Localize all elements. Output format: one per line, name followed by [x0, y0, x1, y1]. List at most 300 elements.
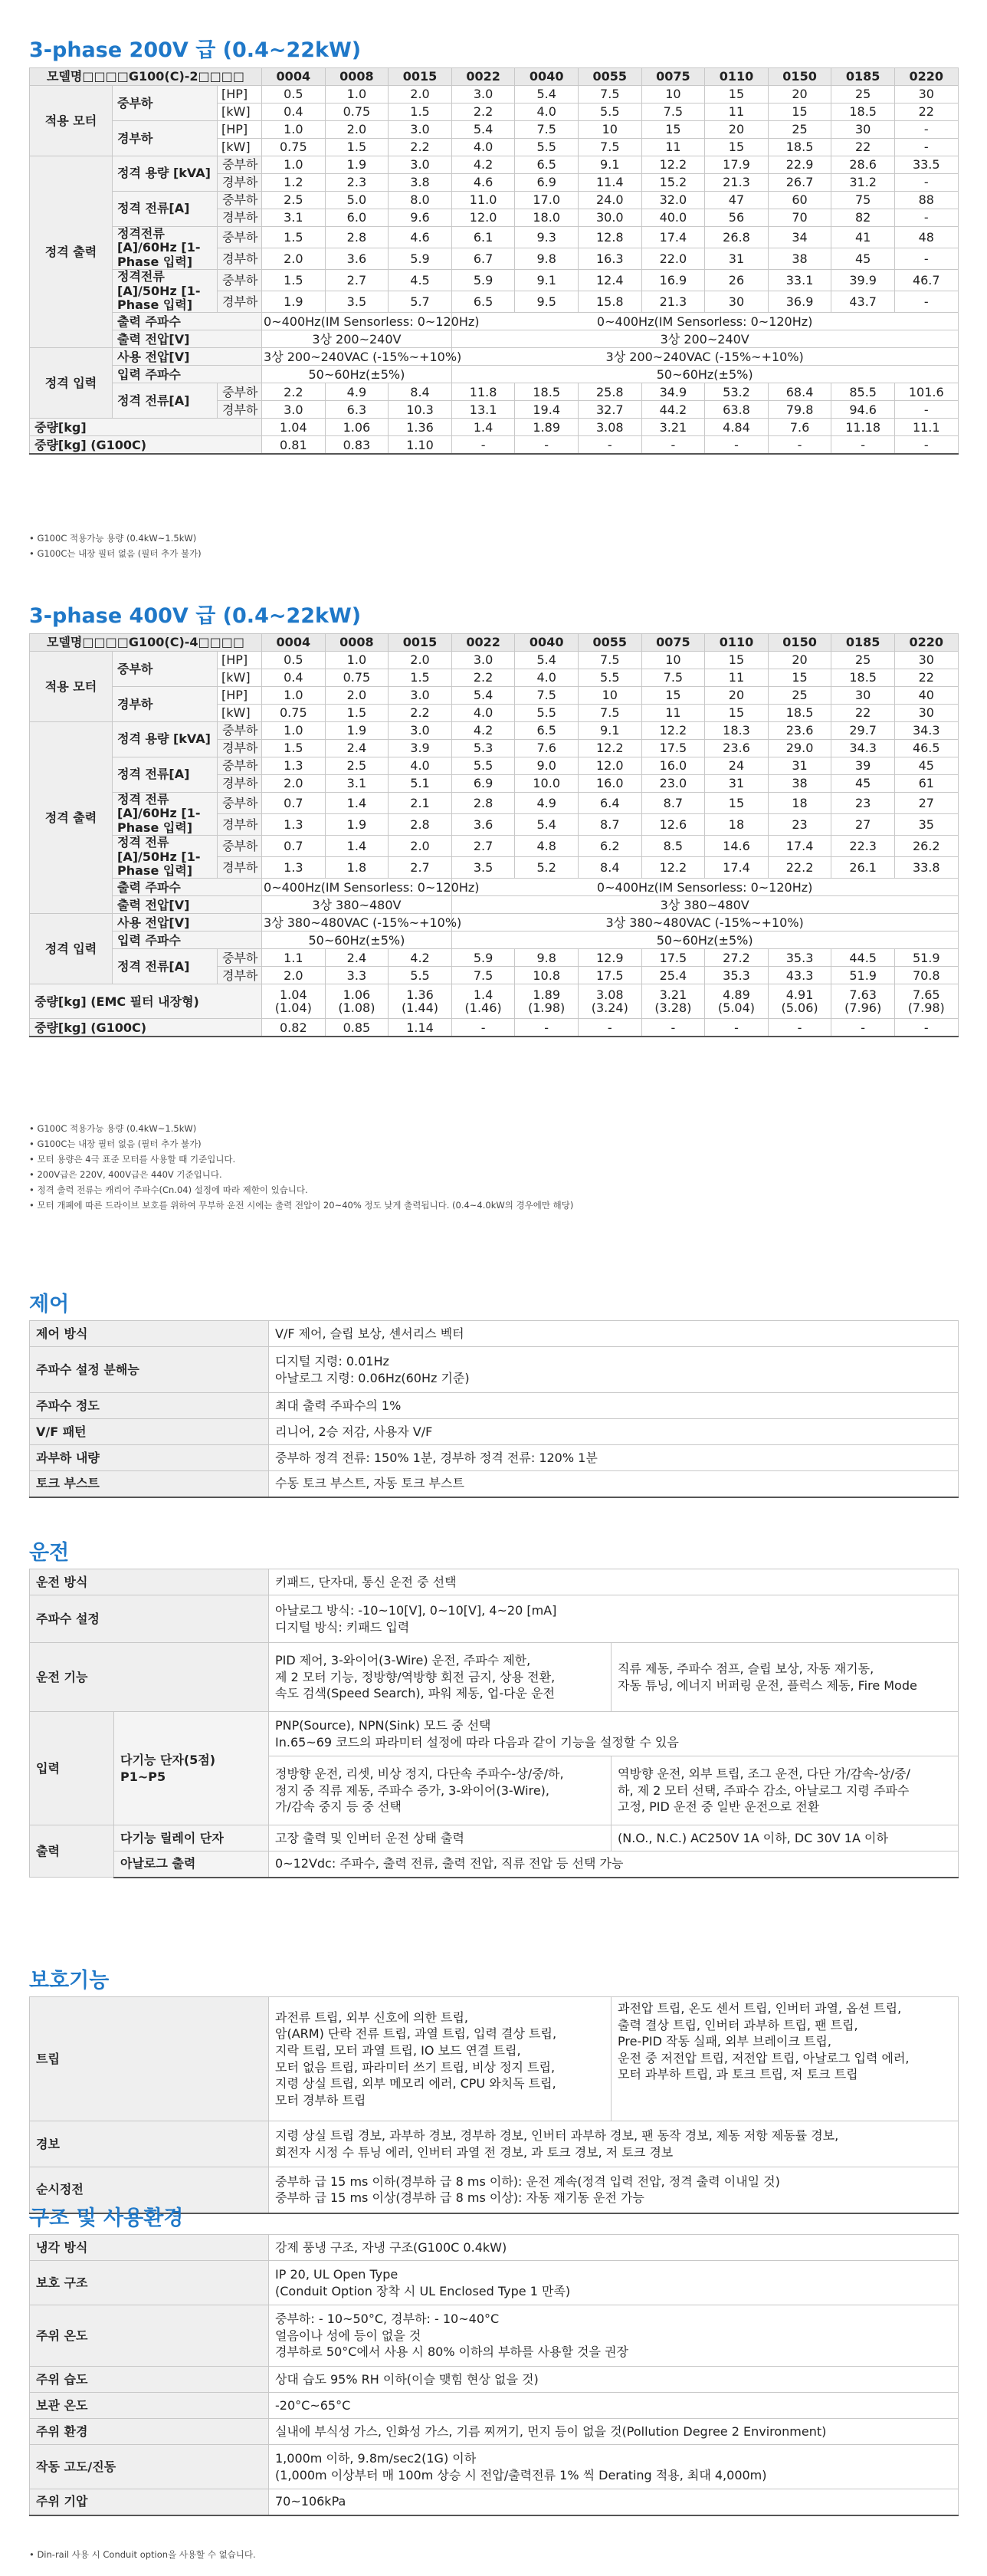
row-label: 주파수 설정 [30, 1595, 269, 1643]
table-row [30, 1419, 959, 1445]
value-cell: 68.4 [768, 383, 831, 401]
value-cell: 1.0 [325, 86, 389, 104]
value-cell: 9.3 [515, 227, 579, 248]
row-label: 주위 온도 [30, 2305, 269, 2367]
value-cell: 25 [831, 652, 895, 669]
value-cell: 4.5 [389, 270, 452, 291]
value-cell: 수동 토크 부스트, 자동 토크 부스트 [269, 1471, 959, 1497]
column-header: 0110 [705, 634, 769, 652]
value-cell: 26.1 [831, 857, 895, 879]
column-header: 0150 [768, 634, 831, 652]
value-cell: 5.0 [325, 192, 389, 209]
value-cell: 28.6 [831, 156, 895, 174]
weight-filter-value: (7.98) [907, 1001, 945, 1016]
weight-value: 1.89 [533, 987, 560, 1002]
line: 회전자 시정 수 튜닝 에러, 인버터 과열 전 경보, 과 토크 경보, 저 토크 경보 [275, 2144, 674, 2160]
value-cell [269, 2167, 959, 2213]
value-cell: 30.0 [578, 209, 641, 227]
value-cell: 2.8 [451, 793, 515, 814]
value-cell: 최대 출력 주파수의 1% [269, 1393, 959, 1419]
value-cell: 11 [705, 104, 769, 121]
value-cell: 38 [768, 248, 831, 270]
value-cell: 25 [831, 86, 895, 104]
value-cell: 2.2 [389, 705, 452, 722]
table-row [30, 366, 959, 383]
table-row [30, 1445, 959, 1471]
value-cell: 35.3 [768, 949, 831, 967]
column-header: 0022 [451, 634, 515, 652]
value-cell: 8.5 [641, 836, 705, 857]
title-control: 제어 [29, 1293, 70, 1316]
weight-filter-value: (1.08) [338, 1001, 375, 1016]
value-cell: 16.9 [641, 270, 705, 291]
row-label: 정격 전류[A] [113, 192, 218, 227]
value-cell: 키패드, 단자대, 통신 운전 중 선택 [269, 1569, 959, 1595]
note-item: • G100C 적용가능 용량 (0.4kW~1.5kW) [29, 531, 202, 546]
value-cell: - [451, 1019, 515, 1037]
value-cell: 82 [831, 209, 895, 227]
table-row [30, 2367, 959, 2393]
value-cell: 5.3 [451, 740, 515, 757]
value-cell: 2.5 [325, 757, 389, 775]
value-cell: 18.0 [515, 209, 579, 227]
value-cell: 17.0 [515, 192, 579, 209]
row-label: 출력 주파수 [113, 313, 262, 330]
row-label: 정격 전류[A] [113, 757, 218, 793]
row-label: 주위 습도 [30, 2367, 269, 2393]
notes-400v [29, 1121, 573, 1213]
value-cell: 23 [831, 793, 895, 814]
value-cell: 2.8 [325, 227, 389, 248]
value-cell: 31 [705, 248, 769, 270]
value-cell: 26 [705, 270, 769, 291]
value-cell: 9.6 [389, 209, 452, 227]
line: 지령 상실 트립 경보, 과부하 경보, 경부하 경보, 인버터 과부하 경보, 팬 동작 경보, 제동 저항 제동률 경보, [275, 2128, 839, 2143]
value-cell: 4.0 [515, 104, 579, 121]
value-cell: 2.4 [325, 740, 389, 757]
value-cell: 6.4 [578, 793, 641, 814]
table-row [30, 1997, 959, 2121]
value-cell: 29.0 [768, 740, 831, 757]
note-item: • G100C 적용가능 용량 (0.4kW~1.5kW) [29, 1121, 573, 1136]
value-cell: 10 [641, 86, 705, 104]
value-cell: 6.9 [451, 775, 515, 793]
row-label: 경보 [30, 2121, 269, 2167]
value-cell: 1.3 [262, 814, 326, 836]
table-row [30, 2445, 959, 2489]
load-label: 경부하 [113, 121, 218, 156]
value-cell: 12.0 [578, 757, 641, 775]
value-cell: (N.O., N.C.) AC250V 1A 이하, DC 30V 1A 이하 [612, 1825, 959, 1852]
value-cell: 17.5 [578, 967, 641, 984]
note-item: • 모터 개폐에 따른 드라이브 보호를 위하여 무부하 운전 시에는 출력 전압이 20~40% 정도 낮게 출력됩니다. (0.4~4.0kW의 경우에만 해당) [29, 1198, 573, 1213]
value-cell: 11.0 [451, 192, 515, 209]
row-label: 사용 전압[V] [113, 914, 262, 932]
value-cell: 94.6 [831, 401, 895, 419]
value-cell: 25 [768, 687, 831, 705]
value-cell: 2.1 [389, 793, 452, 814]
value-cell: 10.8 [515, 967, 579, 984]
value-cell: 1.4 [325, 836, 389, 857]
row-label: 보호 구조 [30, 2261, 269, 2305]
value-cell: 38 [768, 775, 831, 793]
value-cell: 0~12Vdc: 주파수, 출력 전류, 출력 전압, 직류 전압 등 선택 가능 [269, 1852, 959, 1878]
value-cell [831, 984, 895, 1019]
value-cell: - [515, 436, 579, 455]
value-cell: 22 [831, 139, 895, 156]
row-label: 중량[kg] (G100C) [30, 1019, 262, 1037]
value-cell [269, 2305, 959, 2367]
value-cell: 26.2 [894, 836, 958, 857]
row-label: 사용 전압[V] [113, 348, 262, 366]
value-cell [269, 1756, 612, 1825]
value-cell: 5.4 [515, 814, 579, 836]
value-cell: 5.5 [451, 757, 515, 775]
value-cell [612, 1643, 959, 1712]
value-cell: 27 [831, 814, 895, 836]
value-cell: 12.0 [451, 209, 515, 227]
value-cell: 18.5 [768, 139, 831, 156]
load-label: 중부하 [218, 227, 262, 248]
line: 모터 과부하 트립, 과 토크 트립, 저 토크 트립 [618, 2067, 858, 2082]
value-cell: 11.4 [578, 174, 641, 192]
value-cell: 22.0 [641, 248, 705, 270]
row-label: 정격 용량 [kVA] [113, 156, 218, 192]
value-cell: 34.3 [831, 740, 895, 757]
column-header: 0055 [578, 68, 641, 86]
load-label: 중부하 [218, 949, 262, 967]
line: 직류 제동, 주파수 점프, 슬립 보상, 자동 재기동, [618, 1661, 874, 1676]
row-label: V/F 패턴 [30, 1419, 269, 1445]
value-cell: 15 [641, 687, 705, 705]
value-cell: 18 [768, 793, 831, 814]
value-cell: - [578, 436, 641, 455]
value-cell: 7.6 [768, 419, 831, 436]
value-cell: 5.5 [515, 139, 579, 156]
value-cell: - [894, 139, 958, 156]
value-cell [325, 984, 389, 1019]
value-cell: 2.7 [325, 270, 389, 291]
table-row [30, 330, 959, 348]
value-cell: 3.1 [262, 209, 326, 227]
value-cell: 6.5 [515, 156, 579, 174]
value-cell: 31 [768, 757, 831, 775]
load-label: 경부하 [218, 775, 262, 793]
value-cell: 26.7 [768, 174, 831, 192]
value-cell: 1.2 [262, 174, 326, 192]
span-value: 0~400Hz(IM Sensorless: 0~120Hz) [262, 313, 452, 330]
value-cell: 18.5 [831, 104, 895, 121]
line: 경부하로 50°C에서 사용 시 80% 이하의 부하를 사용할 것을 권장 [275, 2344, 628, 2360]
table-row [30, 1019, 959, 1037]
line: (Conduit Option 장착 시 UL Enclosed Type 1 만족) [275, 2283, 571, 2298]
value-cell: - [768, 436, 831, 455]
value-cell: 22 [831, 705, 895, 722]
value-cell: 18.3 [705, 722, 769, 740]
value-cell: 4.6 [389, 227, 452, 248]
value-cell: 6.2 [578, 836, 641, 857]
row-label: 토크 부스트 [30, 1471, 269, 1497]
table-row [30, 313, 959, 330]
value-cell: 21.3 [705, 174, 769, 192]
value-cell [269, 2445, 959, 2489]
table-row [30, 1471, 959, 1497]
title-200v: 3-phase 200V 급 (0.4~22kW) [29, 38, 362, 62]
column-header: 0015 [389, 634, 452, 652]
load-label: 경부하 [218, 967, 262, 984]
value-cell: 2.5 [262, 192, 326, 209]
span-value: 50~60Hz(±5%) [262, 932, 452, 949]
row-label: 다기능 릴레이 단자 [114, 1825, 269, 1852]
value-cell: 21.3 [641, 291, 705, 313]
group-label: 적용 모터 [30, 86, 113, 156]
weight-value: 1.04 [280, 987, 307, 1002]
value-cell [578, 984, 641, 1019]
title-protection: 보호기능 [29, 1969, 110, 1993]
value-cell: 36.9 [768, 291, 831, 313]
value-cell: 4.2 [389, 949, 452, 967]
value-cell: 30 [894, 652, 958, 669]
value-cell: 53.2 [705, 383, 769, 401]
line: 출력 결상 트립, 인버터 과부하 트립, 팬 트립, [618, 2017, 858, 2032]
value-cell: 22.9 [768, 156, 831, 174]
title-environment: 구조 및 사용환경 [29, 2206, 184, 2230]
value-cell: 22.3 [831, 836, 895, 857]
value-cell [269, 1595, 959, 1643]
value-cell: 17.9 [705, 156, 769, 174]
line: (1,000m 이상부터 매 100m 상승 시 전압/출력전류 1% 씩 Derating 적용, 최대 4,000m) [275, 2467, 767, 2482]
value-cell: 8.0 [389, 192, 452, 209]
table-row [30, 1321, 959, 1347]
value-cell: 1.8 [325, 857, 389, 879]
value-cell: 5.9 [451, 270, 515, 291]
value-cell: 0.75 [325, 104, 389, 121]
table-row [30, 1712, 959, 1756]
column-header: 0150 [768, 68, 831, 86]
table-row [30, 836, 959, 857]
unit-label: [kW] [218, 669, 262, 687]
value-cell: 10 [578, 687, 641, 705]
table-row [30, 1393, 959, 1419]
value-cell: 7.6 [515, 740, 579, 757]
row-label: 냉각 방식 [30, 2235, 269, 2261]
value-cell: 3.0 [389, 156, 452, 174]
row-label: 순시정전 [30, 2167, 269, 2213]
table-row [30, 1569, 959, 1595]
value-cell: 26.8 [705, 227, 769, 248]
value-cell: 7.5 [578, 139, 641, 156]
value-cell: 2.0 [262, 248, 326, 270]
column-header: 0022 [451, 68, 515, 86]
value-cell: 1.5 [389, 104, 452, 121]
value-cell: 0.75 [262, 705, 326, 722]
value-cell: 2.0 [325, 687, 389, 705]
weight-value: 1.06 [343, 987, 371, 1002]
load-label: 중부하 [113, 652, 218, 687]
value-cell [451, 984, 515, 1019]
value-cell: 6.9 [515, 174, 579, 192]
table-row [30, 436, 959, 455]
value-cell: 0.81 [262, 436, 326, 455]
value-cell: 3.0 [389, 687, 452, 705]
value-cell: 2.2 [262, 383, 326, 401]
load-label: 중부하 [218, 270, 262, 291]
value-cell: 40.0 [641, 209, 705, 227]
value-cell: - [831, 1019, 895, 1037]
value-cell: 3.1 [325, 775, 389, 793]
value-cell: 10.0 [515, 775, 579, 793]
value-cell: 70 [768, 209, 831, 227]
value-cell: 5.5 [578, 104, 641, 121]
value-cell: 15 [705, 86, 769, 104]
load-label: 경부하 [218, 291, 262, 313]
value-cell: 15.8 [578, 291, 641, 313]
line: 중부하 급 15 ms 이하(경부하 급 8 ms 이하): 운전 계속(정격 입력 전압, 정격 출력 이내일 것) [275, 2174, 780, 2189]
table-environment [29, 2234, 959, 2516]
value-cell: 4.2 [451, 156, 515, 174]
group-label: 정격 출력 [30, 722, 113, 914]
row-label: 입력 주파수 [113, 366, 262, 383]
value-cell: 45 [831, 775, 895, 793]
value-cell: - [831, 436, 895, 455]
value-cell: 34.3 [894, 722, 958, 740]
note-item: • 모터 용량은 4극 표준 모터를 사용할 때 기준입니다. [29, 1152, 573, 1167]
table-protection [29, 1996, 959, 2214]
line: 암(ARM) 단락 전류 트립, 과열 트립, 입력 결상 트립, [275, 2026, 557, 2042]
table-row [30, 634, 959, 652]
table-row [30, 2419, 959, 2445]
line: Pre-PID 작동 실패, 외부 브레이크 트립, [618, 2034, 831, 2049]
value-cell: 6.5 [451, 291, 515, 313]
unit-label: [HP] [218, 687, 262, 705]
line: 과전류 트립, 외부 신호에 의한 트립, [275, 2009, 468, 2025]
load-label: 중부하 [218, 793, 262, 814]
table-row [30, 914, 959, 932]
value-cell: 3.08 [578, 419, 641, 436]
line: 중부하: - 10~50°C, 경부하: - 10~40°C [275, 2312, 500, 2327]
value-cell: 29.7 [831, 722, 895, 740]
column-header: 0008 [325, 68, 389, 86]
weight-value: 1.4 [473, 987, 494, 1002]
value-cell: 7.5 [578, 652, 641, 669]
line: In.65~69 코드의 파라미터 설정에 따라 다음과 같이 기능을 설정할 수 있음 [275, 1734, 679, 1750]
value-cell: 4.0 [515, 669, 579, 687]
value-cell: 6.5 [515, 722, 579, 740]
value-cell: 4.6 [451, 174, 515, 192]
table-row [30, 793, 959, 814]
column-header: 0185 [831, 634, 895, 652]
row-label: 정격 전류[A] [113, 383, 218, 419]
value-cell: 9.5 [515, 291, 579, 313]
row-label: 정격전류[A]/60Hz [1-Phase 입력] [113, 227, 218, 270]
line: 고정, PID 운전 중 일반 운전으로 전환 [618, 1799, 820, 1815]
value-cell: - [451, 436, 515, 455]
value-cell: 0.4 [262, 669, 326, 687]
weight-filter-value: (1.46) [464, 1001, 502, 1016]
span-value: 3상 200~240V [451, 330, 958, 348]
weight-value: 4.91 [785, 987, 814, 1002]
weight-value: 7.63 [849, 987, 877, 1002]
value-cell: 강제 풍냉 구조, 자냉 구조(G100C 0.4kW) [269, 2235, 959, 2261]
value-cell: 18.5 [515, 383, 579, 401]
value-cell: 20 [705, 121, 769, 139]
table-row [30, 879, 959, 896]
value-cell: 9.1 [578, 722, 641, 740]
column-header: 0008 [325, 634, 389, 652]
line: 제 2 모터 기능, 정방향/역방향 회전 금지, 상용 전환, [275, 1669, 556, 1684]
value-cell: 7.5 [578, 86, 641, 104]
table-row [30, 270, 959, 291]
notes-environment [29, 2547, 256, 2562]
load-label: 경부하 [218, 209, 262, 227]
table-row [30, 68, 959, 86]
value-cell: 8.7 [578, 814, 641, 836]
value-cell: 3.3 [325, 967, 389, 984]
line: 모터 없음 트립, 파라미터 쓰기 트립, 비상 정지 트립, [275, 2059, 556, 2075]
weight-filter-value: (7.96) [844, 1001, 882, 1016]
value-cell: 15.2 [641, 174, 705, 192]
value-cell: 0.7 [262, 793, 326, 814]
value-cell: 12.2 [641, 722, 705, 740]
row-label: 입력 주파수 [113, 932, 262, 949]
table-row [30, 1643, 959, 1712]
row-label: 중량[kg] (G100C) [30, 436, 262, 455]
load-label: 경부하 [218, 857, 262, 879]
table-row [30, 2489, 959, 2515]
value-cell: 88 [894, 192, 958, 209]
value-cell: 1.9 [325, 722, 389, 740]
load-label: 경부하 [218, 740, 262, 757]
value-cell: - [515, 1019, 579, 1037]
value-cell: 12.2 [641, 857, 705, 879]
value-cell: 1.1 [262, 949, 326, 967]
line: 운전 중 저전압 트립, 저전압 트립, 아날로그 입력 에러, [618, 2050, 910, 2065]
line: 자동 튜닝, 에너지 버퍼링 운전, 플럭스 제동, Fire Mode [618, 1677, 917, 1693]
value-cell: 2.8 [389, 814, 452, 836]
weight-value: 3.21 [659, 987, 687, 1002]
group-label: 정격 출력 [30, 156, 113, 348]
value-cell: 3.21 [641, 419, 705, 436]
value-cell: 2.0 [389, 836, 452, 857]
value-cell: 15 [705, 793, 769, 814]
value-cell: - [894, 174, 958, 192]
note-item: • 정격 출력 전류는 캐리어 주파수(Cn.04) 설정에 따라 제한이 있습니다. [29, 1182, 573, 1198]
row-label: 중량[kg] [30, 419, 262, 436]
value-cell: 1.0 [325, 652, 389, 669]
value-cell: 1.9 [262, 291, 326, 313]
value-cell: 0.5 [262, 652, 326, 669]
value-cell: 5.5 [578, 669, 641, 687]
table-row [30, 984, 959, 1019]
value-cell: 2.7 [389, 857, 452, 879]
value-cell [641, 984, 705, 1019]
value-cell: 2.0 [325, 121, 389, 139]
table-row [30, 348, 959, 366]
value-cell: 4.0 [389, 757, 452, 775]
value-cell: 19.4 [515, 401, 579, 419]
value-cell: 0.75 [262, 139, 326, 156]
value-cell: 101.6 [894, 383, 958, 401]
value-cell: 3.0 [262, 401, 326, 419]
model-header: 모델명□□□□G100(C)-4□□□□ [30, 634, 262, 652]
value-cell: 15 [705, 652, 769, 669]
value-cell: 5.7 [389, 291, 452, 313]
weight-filter-value: (5.06) [781, 1001, 818, 1016]
value-cell: 51.9 [831, 967, 895, 984]
table-row [30, 2393, 959, 2419]
load-label: 중부하 [218, 722, 262, 740]
value-cell: 34.9 [641, 383, 705, 401]
